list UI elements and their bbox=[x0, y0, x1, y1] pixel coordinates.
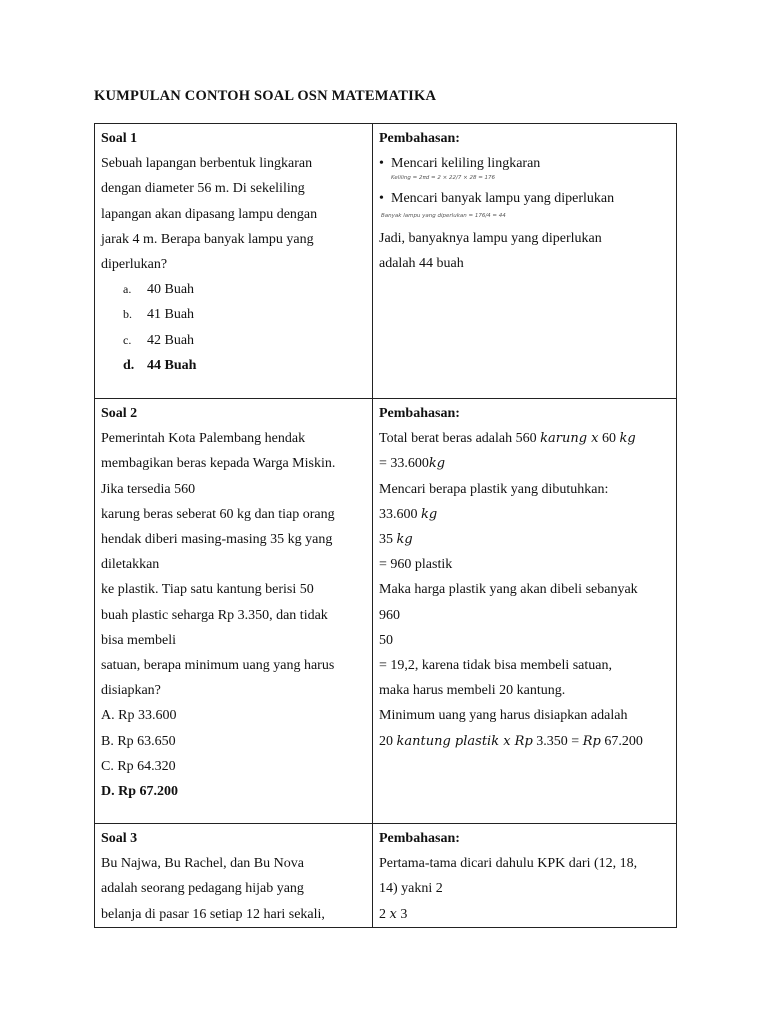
bullet-icon: • bbox=[379, 156, 384, 172]
question-text-line: diletakkan bbox=[101, 557, 160, 573]
question-text-line: adalah seorang pedagang hijab yang bbox=[101, 881, 304, 897]
math-span: kg bbox=[619, 431, 636, 447]
solution-header: Pembahasan: bbox=[379, 831, 460, 846]
solution-text-line: 14) yakni 2 bbox=[379, 881, 443, 897]
solution-text-line: 50 bbox=[379, 632, 393, 648]
solution-text-line: = 19,2, karena tidak bisa membeli satuan, bbox=[379, 658, 612, 674]
text-span: 60 bbox=[598, 431, 620, 447]
option-label: c. bbox=[123, 332, 132, 347]
option-text: Rp 64.320 bbox=[117, 758, 176, 774]
option-text: Rp 67.200 bbox=[118, 784, 179, 800]
bullet-item bbox=[379, 186, 670, 211]
option-text: 44 Buah bbox=[147, 357, 197, 373]
correct-answer-option bbox=[101, 353, 366, 378]
question-text-line: membagikan beras kepada Warga Miskin. bbox=[101, 456, 336, 472]
solution-text-line bbox=[379, 451, 670, 476]
solution-header: Pembahasan: bbox=[379, 406, 460, 421]
text-span: 33.600 bbox=[379, 506, 421, 522]
question-text-line: ke plastik. Tiap satu kantung berisi 50 bbox=[101, 582, 314, 598]
text-span: 3.350 = bbox=[532, 733, 583, 749]
table-row bbox=[95, 399, 677, 824]
solution-text-line bbox=[379, 502, 670, 527]
solution-text-line: Mencari berapa plastik yang dibutuhkan: bbox=[379, 481, 609, 497]
math-span: karung x bbox=[540, 431, 599, 447]
question-cell bbox=[95, 124, 373, 399]
option-label: C. bbox=[101, 758, 114, 774]
solution-text-line: 960 bbox=[379, 607, 400, 623]
question-table bbox=[94, 123, 677, 928]
math-span: kg bbox=[396, 532, 413, 548]
question-text-line: diperlukan? bbox=[101, 257, 168, 273]
solution-cell bbox=[373, 824, 677, 928]
question-header: Soal 3 bbox=[101, 831, 138, 846]
solution-cell bbox=[373, 399, 677, 824]
formula-image: Keliling = 2πd = 2 × 22/7 × 28 = 176 bbox=[391, 175, 496, 182]
question-text-line: dengan diameter 56 m. Di sekeliling bbox=[101, 181, 305, 197]
answer-option bbox=[101, 754, 366, 779]
question-text-line: Bu Najwa, Bu Rachel, dan Bu Nova bbox=[101, 856, 304, 872]
question-text-line: belanja di pasar 16 setiap 12 hari sekali, bbox=[101, 906, 325, 922]
text-span: 2 bbox=[379, 906, 390, 922]
solution-text-line bbox=[379, 426, 670, 451]
solution-text-line: Pertama-tama dicari dahulu KPK dari (12, 18, bbox=[379, 856, 638, 872]
text-span: 3 bbox=[396, 906, 408, 922]
solution-text-line: = 960 plastik bbox=[379, 557, 453, 573]
answer-option bbox=[101, 328, 366, 353]
answer-option bbox=[101, 703, 366, 728]
option-label: d. bbox=[123, 357, 135, 373]
text-span: 20 bbox=[379, 733, 397, 749]
solution-text-line bbox=[379, 729, 670, 754]
question-text-line: jarak 4 m. Berapa banyak lampu yang bbox=[101, 231, 314, 247]
option-text: 41 Buah bbox=[147, 307, 195, 323]
question-text-line: hendak diberi masing-masing 35 kg yang bbox=[101, 532, 333, 548]
bullet-text: Mencari keliling lingkaran bbox=[391, 156, 541, 172]
option-label: b. bbox=[123, 307, 132, 322]
option-text: Rp 33.600 bbox=[118, 708, 177, 724]
solution-header: Pembahasan: bbox=[379, 131, 460, 146]
math-span: x bbox=[389, 906, 397, 922]
table-row bbox=[95, 824, 677, 928]
option-label: B. bbox=[101, 733, 114, 749]
question-text-line: Sebuah lapangan berbentuk lingkaran bbox=[101, 156, 313, 172]
question-header: Soal 2 bbox=[101, 406, 138, 421]
solution-text-line: adalah 44 buah bbox=[379, 255, 464, 271]
solution-text-line: maka harus membeli 20 kantung. bbox=[379, 683, 566, 699]
question-text-line: buah plastic seharga Rp 3.350, dan tidak bbox=[101, 607, 328, 623]
question-text-line: satuan, berapa minimum uang yang harus bbox=[101, 658, 335, 674]
solution-text-line: Minimum uang yang harus disiapkan adalah bbox=[379, 708, 628, 724]
question-text-line: karung beras seberat 60 kg dan tiap orang bbox=[101, 506, 335, 522]
question-text-line: bisa membeli bbox=[101, 632, 177, 648]
math-span: Rp bbox=[582, 733, 601, 749]
option-label: D. bbox=[101, 784, 115, 800]
question-cell bbox=[95, 824, 373, 928]
option-label: A. bbox=[101, 708, 115, 724]
question-text-line: Pemerintah Kota Palembang hendak bbox=[101, 431, 306, 447]
text-span: = 33.600 bbox=[379, 456, 429, 472]
solution-cell bbox=[373, 124, 677, 399]
math-span: kantung plastik x Rp bbox=[396, 733, 533, 749]
text-span: 67.200 bbox=[600, 733, 643, 749]
question-header: Soal 1 bbox=[101, 131, 138, 146]
text-span: 35 bbox=[379, 532, 397, 548]
solution-text-line: Jadi, banyaknya lampu yang diperlukan bbox=[379, 230, 602, 246]
option-text: 42 Buah bbox=[147, 332, 195, 348]
solution-text-line bbox=[379, 527, 670, 552]
table-row bbox=[95, 124, 677, 399]
solution-text-line bbox=[379, 902, 670, 927]
answer-option bbox=[101, 277, 366, 302]
answer-option bbox=[101, 729, 366, 754]
math-span: kg bbox=[428, 456, 446, 472]
answer-option bbox=[101, 302, 366, 327]
correct-answer-option bbox=[101, 779, 366, 804]
option-label: a. bbox=[123, 282, 132, 297]
question-text-line: Jika tersedia 560 bbox=[101, 481, 196, 497]
question-text-line: lapangan akan dipasang lampu dengan bbox=[101, 206, 318, 222]
option-text: Rp 63.650 bbox=[117, 733, 176, 749]
solution-text-line: Maka harga plastik yang akan dibeli sebanyak bbox=[379, 582, 638, 598]
document-title: KUMPULAN CONTOH SOAL OSN MATEMATIKA bbox=[94, 88, 437, 104]
bullet-text: Mencari banyak lampu yang diperlukan bbox=[391, 191, 615, 207]
question-cell bbox=[95, 399, 373, 824]
question-text-line: disiapkan? bbox=[101, 683, 161, 699]
bullet-icon: • bbox=[379, 191, 384, 207]
math-span: kg bbox=[421, 506, 438, 522]
text-span: Total berat beras adalah 560 bbox=[379, 431, 541, 447]
option-text: 40 Buah bbox=[147, 282, 195, 298]
formula-image: Banyak lampu yang diperlukan = 176/4 = 44 bbox=[381, 212, 506, 219]
